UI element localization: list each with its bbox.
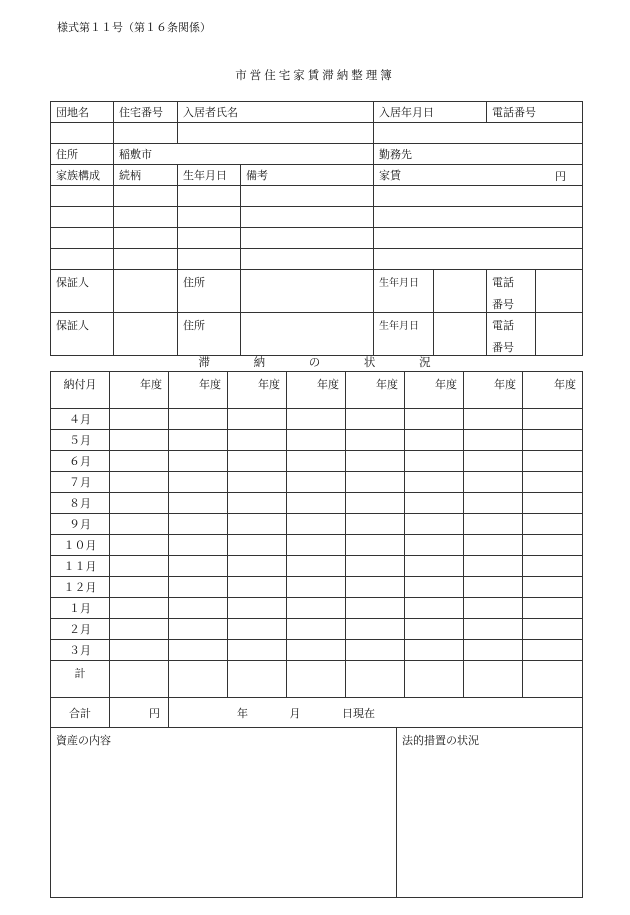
assets-label: 資産の内容 [56,734,111,747]
arrears-cell[interactable] [405,451,464,472]
arrears-cell[interactable] [464,430,523,451]
arrears-cell[interactable] [110,409,169,430]
right-blank-cell[interactable] [374,249,583,270]
family-name-cell[interactable] [51,228,114,249]
arrears-cell[interactable] [287,472,346,493]
guarantor-birth-field[interactable] [434,270,487,313]
rent-yen-unit: 円 [555,170,566,183]
guarantor-address-field[interactable] [241,270,374,313]
grand-total-field[interactable] [110,698,169,728]
arrears-cell[interactable] [464,577,523,598]
status-title-char: 滞 [198,355,211,369]
arrears-cell[interactable] [405,535,464,556]
guarantor-row [51,313,583,356]
resident-info-table [50,101,583,356]
arrears-cell[interactable] [346,640,405,661]
arrears-cell[interactable] [346,556,405,577]
family-row [51,207,583,228]
remarks-cell[interactable] [241,207,374,228]
arrears-cell[interactable] [228,493,287,514]
arrears-cell[interactable] [523,451,583,472]
arrears-cell[interactable] [169,640,228,661]
arrears-cell[interactable] [346,598,405,619]
arrears-cell[interactable] [287,598,346,619]
arrears-cell[interactable] [346,535,405,556]
birthdate-label: 生年月日 [178,165,241,186]
arrears-cell[interactable] [287,577,346,598]
arrears-cell[interactable] [346,514,405,535]
arrears-cell[interactable] [405,556,464,577]
month-label: ３月 [51,640,110,661]
arrears-cell[interactable] [523,409,583,430]
arrears-cell[interactable] [464,409,523,430]
right-blank-cell[interactable] [374,228,583,249]
arrears-cell[interactable] [228,409,287,430]
arrears-cell[interactable] [346,493,405,514]
month-row [51,451,583,472]
arrears-cell[interactable] [405,514,464,535]
month-row [51,598,583,619]
move-in-phone-field[interactable] [374,123,583,144]
arrears-cell[interactable] [169,451,228,472]
arrears-cell[interactable] [523,514,583,535]
arrears-cell[interactable] [405,493,464,514]
phone-number-label: 電話番号 [487,102,583,123]
arrears-cell[interactable] [169,577,228,598]
relationship-cell[interactable] [114,228,178,249]
arrears-cell[interactable] [464,619,523,640]
family-row [51,228,583,249]
right-blank-cell[interactable] [374,207,583,228]
arrears-cell[interactable] [346,577,405,598]
unit-number-field[interactable] [114,123,178,144]
legal-measures-section[interactable] [397,728,583,898]
guarantor-row [51,270,583,313]
subtotal-cell[interactable] [346,661,405,698]
arrears-cell[interactable] [110,472,169,493]
arrears-cell[interactable] [110,535,169,556]
complex-name-label: 団地名 [51,102,114,123]
month-row [51,493,583,514]
date-month-label: 月 [289,706,301,720]
month-row [51,556,583,577]
arrears-cell[interactable] [228,577,287,598]
subtotal-cell[interactable] [405,661,464,698]
arrears-cell[interactable] [405,619,464,640]
guarantor-address-field[interactable] [241,313,374,356]
arrears-cell[interactable] [405,640,464,661]
arrears-cell[interactable] [287,451,346,472]
month-row [51,535,583,556]
arrears-cell[interactable] [228,619,287,640]
arrears-cell[interactable] [228,451,287,472]
rent-label: 家賃 [379,169,401,182]
fiscal-year-header[interactable]: 年度 [169,372,228,409]
month-label: ６月 [51,451,110,472]
status-title-char: 納 [253,355,267,369]
guarantor-phone-label-line2: 番号 [492,341,514,354]
guarantor-address-label: 住所 [178,270,241,313]
right-blank-cell[interactable] [374,186,583,207]
arrears-cell[interactable] [346,619,405,640]
arrears-cell[interactable] [405,472,464,493]
arrears-cell[interactable] [464,640,523,661]
arrears-cell[interactable] [287,514,346,535]
arrears-cell[interactable] [287,430,346,451]
birthdate-cell[interactable] [178,186,241,207]
status-title-char: 況 [419,355,432,369]
arrears-status-table [50,371,583,728]
guarantor-phone-label-line1: 電話 [492,319,514,332]
guarantor-birth-field[interactable] [434,313,487,356]
birthdate-cell[interactable] [178,207,241,228]
arrears-cell[interactable] [523,556,583,577]
month-row [51,409,583,430]
month-label: １２月 [51,577,110,598]
month-label: ８月 [51,493,110,514]
arrears-cell[interactable] [346,451,405,472]
arrears-cell[interactable] [228,514,287,535]
fiscal-year-header[interactable]: 年度 [523,372,583,409]
arrears-cell[interactable] [110,451,169,472]
month-label: ７月 [51,472,110,493]
family-name-cell[interactable] [51,249,114,270]
arrears-cell[interactable] [287,640,346,661]
legal-measures-label: 法的措置の状況 [402,734,479,747]
arrears-cell[interactable] [169,514,228,535]
arrears-cell[interactable] [287,409,346,430]
arrears-cell[interactable] [110,430,169,451]
arrears-cell[interactable] [523,619,583,640]
subtotal-label: 計 [51,661,110,698]
guarantor-name-field[interactable] [114,270,178,313]
guarantor-phone-label [487,270,536,313]
form-number-label: 様式第１１号（第１６条関係） [57,21,211,34]
arrears-cell[interactable] [287,556,346,577]
remarks-label: 備考 [241,165,374,186]
arrears-status-title [0,354,630,370]
fiscal-year-header[interactable]: 年度 [346,372,405,409]
assets-section[interactable] [51,728,397,898]
month-row [51,472,583,493]
arrears-cell[interactable] [169,556,228,577]
month-label: ４月 [51,409,110,430]
remarks-cell[interactable] [241,249,374,270]
arrears-cell[interactable] [287,535,346,556]
arrears-cell[interactable] [523,430,583,451]
guarantor-phone-field[interactable] [536,270,583,313]
arrears-cell[interactable] [110,514,169,535]
family-name-cell[interactable] [51,186,114,207]
month-label: ９月 [51,514,110,535]
resident-name-field[interactable] [178,123,374,144]
arrears-cell[interactable] [228,640,287,661]
as-of-date-field[interactable] [169,698,583,728]
remarks-cell[interactable] [241,228,374,249]
arrears-cell[interactable] [169,409,228,430]
complex-name-field[interactable] [51,123,114,144]
relationship-cell[interactable] [114,186,178,207]
month-row [51,577,583,598]
arrears-cell[interactable] [228,556,287,577]
month-label: １１月 [51,556,110,577]
arrears-cell[interactable] [464,493,523,514]
relationship-cell[interactable] [114,249,178,270]
arrears-cell[interactable] [523,577,583,598]
guarantor-label: 保証人 [51,313,114,356]
family-row [51,249,583,270]
birthdate-cell[interactable] [178,249,241,270]
subtotal-cell[interactable] [287,661,346,698]
arrears-cell[interactable] [110,619,169,640]
birthdate-cell[interactable] [178,228,241,249]
guarantor-label: 保証人 [51,270,114,313]
arrears-cell[interactable] [169,493,228,514]
arrears-cell[interactable] [523,535,583,556]
fiscal-year-header[interactable]: 年度 [464,372,523,409]
arrears-cell[interactable] [287,619,346,640]
arrears-cell[interactable] [346,409,405,430]
guarantor-birth-label: 生年月日 [374,270,434,313]
arrears-cell[interactable] [228,472,287,493]
status-title-char: の [308,355,322,369]
arrears-cell[interactable] [346,430,405,451]
relationship-cell[interactable] [114,207,178,228]
arrears-cell[interactable] [464,472,523,493]
family-name-cell[interactable] [51,207,114,228]
month-row [51,514,583,535]
notes-table [50,727,583,898]
arrears-cell[interactable] [228,535,287,556]
arrears-cell[interactable] [405,577,464,598]
address-label: 住所 [51,144,114,165]
guarantor-name-field[interactable] [114,313,178,356]
arrears-cell[interactable] [523,598,583,619]
family-row [51,186,583,207]
month-rows [51,409,583,661]
subtotal-cell[interactable] [110,661,169,698]
arrears-cell[interactable] [110,598,169,619]
month-label: ２月 [51,619,110,640]
arrears-cell[interactable] [287,493,346,514]
grand-total-label: 合計 [51,698,110,728]
month-row [51,619,583,640]
subtotal-cell[interactable] [523,661,583,698]
guarantor-phone-label-line1: 電話 [492,276,514,289]
month-label: １０月 [51,535,110,556]
arrears-cell[interactable] [464,598,523,619]
rent-field[interactable] [374,165,583,186]
remarks-cell[interactable] [241,186,374,207]
arrears-cell[interactable] [169,430,228,451]
guarantor-phone-label [487,313,536,356]
family-label: 家族構成 [51,165,114,186]
arrears-cell[interactable] [169,619,228,640]
arrears-cell[interactable] [405,598,464,619]
arrears-cell[interactable] [110,556,169,577]
arrears-cell[interactable] [523,640,583,661]
arrears-cell[interactable] [464,535,523,556]
arrears-cell[interactable] [228,598,287,619]
subtotal-cell[interactable] [464,661,523,698]
subtotal-cell[interactable] [228,661,287,698]
document-title: 市営住宅家賃滞納整理簿 [235,68,395,82]
arrears-cell[interactable] [228,430,287,451]
unit-number-label: 住宅番号 [114,102,178,123]
arrears-cell[interactable] [464,556,523,577]
fiscal-year-header[interactable]: 年度 [110,372,169,409]
fiscal-year-header[interactable]: 年度 [287,372,346,409]
arrears-cell[interactable] [169,472,228,493]
resident-name-label: 入居者氏名 [178,102,374,123]
guarantor-birth-label: 生年月日 [374,313,434,356]
guarantor-phone-label-line2: 番号 [492,298,514,311]
arrears-cell[interactable] [110,493,169,514]
arrears-cell[interactable] [464,451,523,472]
arrears-cell[interactable] [346,472,405,493]
date-as-of-label: 日現在 [342,706,375,720]
month-row [51,430,583,451]
move-in-date-label: 入居年月日 [374,102,487,123]
month-label: １月 [51,598,110,619]
guarantor-phone-field[interactable] [536,313,583,356]
subtotal-cell[interactable] [169,661,228,698]
status-title-char: 状 [363,355,377,369]
fiscal-year-header[interactable]: 年度 [405,372,464,409]
guarantor-address-label: 住所 [178,313,241,356]
arrears-cell[interactable] [169,598,228,619]
fiscal-year-header[interactable]: 年度 [228,372,287,409]
arrears-cell[interactable] [110,577,169,598]
arrears-cell[interactable] [464,514,523,535]
arrears-cell[interactable] [523,472,583,493]
arrears-cell[interactable] [169,535,228,556]
month-label: ５月 [51,430,110,451]
relationship-label: 続柄 [114,165,178,186]
date-year-label: 年 [237,706,248,720]
arrears-cell[interactable] [405,409,464,430]
arrears-cell[interactable] [110,640,169,661]
payment-month-header: 納付月 [51,372,110,409]
grand-total-unit: 円 [149,706,160,720]
workplace-label: 勤務先 [374,144,583,165]
arrears-cell[interactable] [405,430,464,451]
address-field[interactable]: 稲敷市 [114,144,374,165]
month-row [51,640,583,661]
arrears-cell[interactable] [523,493,583,514]
